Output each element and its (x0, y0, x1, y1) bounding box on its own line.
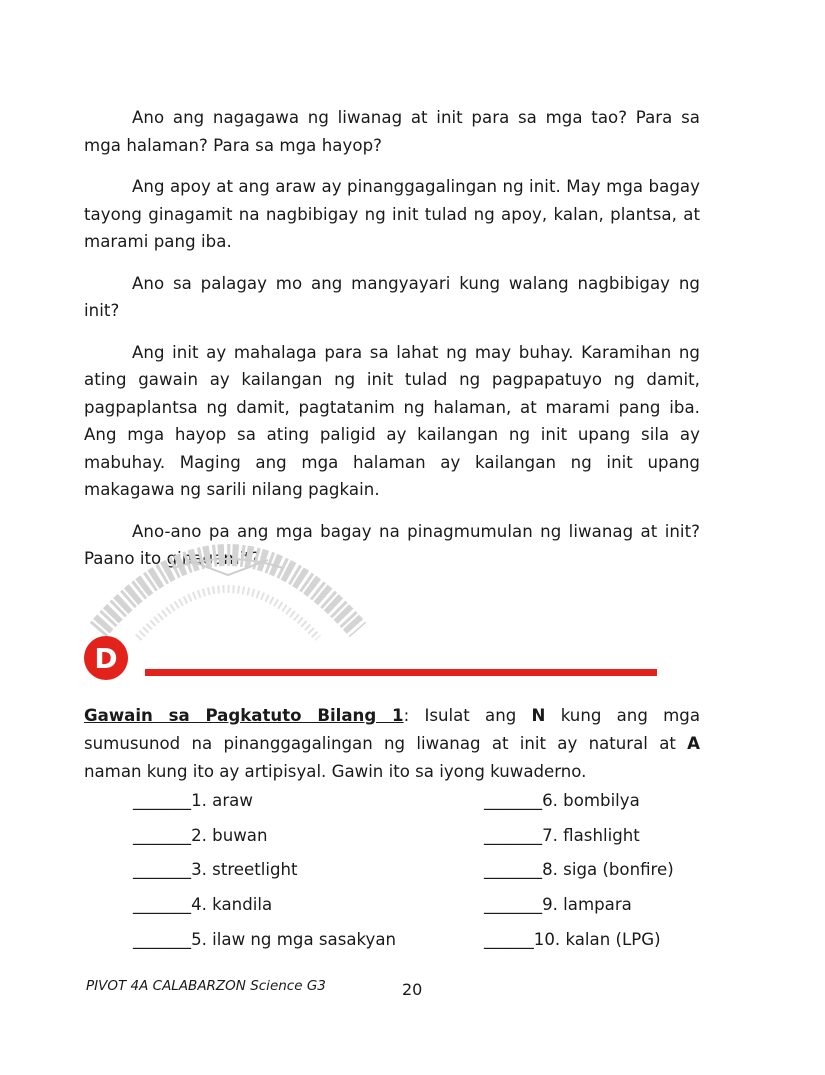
paragraph: Ang init ay mahalaga para sa lahat ng may buhay. Karamihan ng ating gawain ay kailangan ng init tulad ng pagpapatuyo ng damit, pagpaplantsa ng damit, pagtatanim ng halaman, at marami pang iba. Ang mga hayop sa ating paligid ay kailangan ng init upang sila ay mabuhay. Maging ang mga halaman ay kailangan ng init upang makagawa ng sarili nilang pagkain. (84, 342, 700, 499)
paragraph: Ano-ano pa ang mga bagay na pinagmumulan ng liwanag at init? Paano ito ginagamit? (84, 521, 700, 568)
activity-title: Gawain sa Pagkatuto Bilang 1 (84, 706, 404, 725)
answer-item: _______3. streetlight (133, 860, 298, 879)
paragraph: Ano sa palagay mo ang mangyayari kung walang nagbibigay ng init? (84, 273, 700, 320)
footer-source: PIVOT 4A CALABARZON Science G3 (86, 978, 326, 994)
activity-colon: : (403, 706, 410, 725)
answer-item: _______6. bombilya (484, 791, 640, 810)
letter-n: N (531, 706, 546, 725)
page-number: 20 (402, 980, 423, 999)
answer-item: _______1. araw (133, 791, 253, 810)
answer-item: _______4. kandila (133, 895, 273, 914)
answer-item: _______9. lampara (484, 895, 632, 914)
activity-text: kung ang mga sumusunod na pinanggagalingan ng liwanag at init ay natural at (84, 706, 700, 753)
answer-item: _______8. siga (bonfire) (484, 860, 674, 879)
answer-item: _______2. buwan (133, 826, 268, 845)
section-divider (145, 669, 657, 676)
activity-instructions (84, 702, 700, 786)
section-d-badge: D (84, 636, 128, 680)
paragraph: Ang apoy at ang araw ay pinanggagalingan ng init. May mga bagay tayong ginagamit na nagbibigay ng init tulad ng apoy, kalan, plantsa, at marami pang iba. (84, 177, 700, 251)
answer-item: ______10. kalan (LPG) (484, 930, 661, 949)
answer-item: _______5. ilaw ng mga sasakyan (133, 930, 397, 949)
lesson-body (84, 104, 700, 587)
answer-item: _______7. flashlight (484, 826, 640, 845)
paragraph: Ano ang nagagawa ng liwanag at init para sa mga tao? Para sa mga halaman? Para sa mga hayop? (84, 108, 700, 155)
activity-text: naman kung ito ay artipisyal. Gawin ito sa iyong kuwaderno. (84, 762, 587, 781)
letter-a: A (687, 734, 700, 753)
activity-text: Isulat ang (409, 706, 532, 725)
